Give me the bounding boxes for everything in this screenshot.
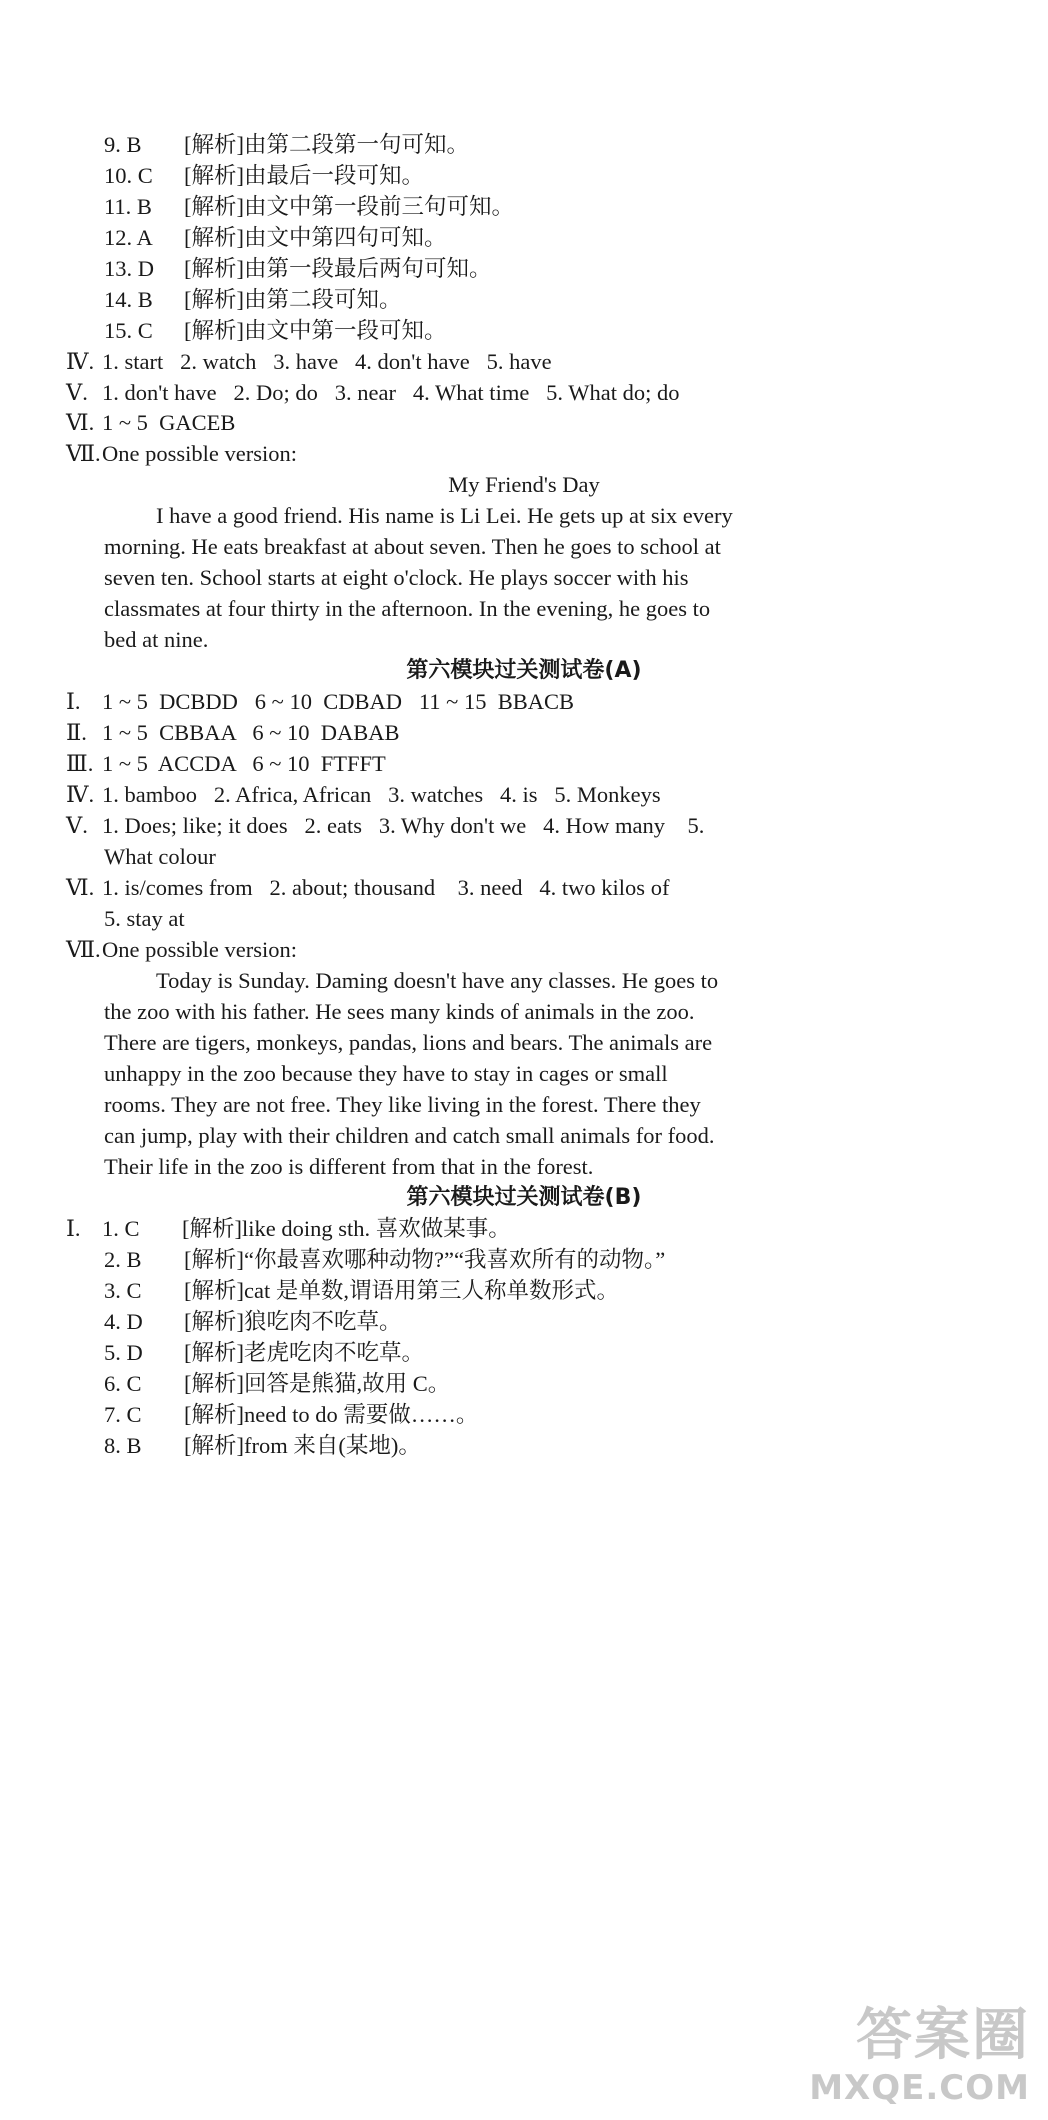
answer-line: 6. C [解析]回答是熊猫,故用 C。 [104, 1371, 451, 1396]
test-a-section-6: Ⅵ. 1. is/comes from 2. about; thousand 3. need 4. two kilos of [66, 875, 670, 900]
answer-line: 3. C [解析]cat 是单数,谓语用第三人称单数形式。 [104, 1278, 619, 1303]
test-a-section-5-cont: What colour [104, 844, 216, 869]
essay-line: morning. He eats breakfast at about seven. Then he goes to school at [104, 534, 721, 559]
essay-line: the zoo with his father. He sees many kinds of animals in the zoo. [104, 999, 695, 1024]
essay-line: rooms. They are not free. They like living in the forest. There they [104, 1092, 701, 1117]
answer-line: 15. C [解析]由文中第一段可知。 [104, 318, 447, 343]
answer-line: 5. D [解析]老虎吃肉不吃草。 [104, 1340, 425, 1365]
watermark-url: MXQE.COM [809, 2068, 1030, 2108]
answer-line: 8. B [解析]from 来自(某地)。 [104, 1433, 421, 1458]
answer-line: 11. B [解析]由文中第一段前三句可知。 [104, 194, 515, 219]
answer-line: 7. C [解析]need to do 需要做……。 [104, 1402, 479, 1427]
test-a-section-7: Ⅶ.One possible version: [66, 937, 297, 962]
section-vi: Ⅵ. 1 ~ 5 GACEB [66, 410, 236, 435]
section-iv: Ⅳ. 1. start 2. watch 3. have 4. don't have 5. have [66, 349, 552, 374]
answer-line: 10. C [解析]由最后一段可知。 [104, 163, 425, 188]
essay-line: seven ten. School starts at eight o'clock. He plays soccer with his [104, 565, 689, 590]
answer-line: Ⅰ. 1. C [解析]like doing sth. 喜欢做某事。 [66, 1216, 511, 1241]
essay-title: My Friend's Day [448, 472, 600, 497]
answer-line: 9. B [解析]由第二段第一句可知。 [104, 132, 470, 157]
answer-line: 14. B [解析]由第二段可知。 [104, 287, 402, 312]
test-a-section-1: Ⅰ. 1 ~ 5 DCBDD 6 ~ 10 CDBAD 11 ~ 15 BBACB [66, 689, 574, 714]
essay-line: bed at nine. [104, 627, 209, 652]
section-heading-test-b: 第六模块过关测试卷(B) [406, 1185, 642, 1210]
answer-line: 13. D [解析]由第一段最后两句可知。 [104, 256, 492, 281]
essay-line: classmates at four thirty in the afternoon. In the evening, he goes to [104, 596, 711, 621]
essay-line: There are tigers, monkeys, pandas, lions and bears. The animals are [104, 1030, 713, 1055]
test-a-section-2: Ⅱ. 1 ~ 5 CBBAA 6 ~ 10 DABAB [66, 720, 400, 745]
essay-line: unhappy in the zoo because they have to stay in cages or small [104, 1061, 668, 1086]
section-vii: Ⅶ.One possible version: [66, 441, 297, 466]
essay-line: Their life in the zoo is different from that in the forest. [104, 1154, 594, 1179]
test-a-section-6-cont: 5. stay at [104, 906, 185, 931]
test-a-section-5: Ⅴ. 1. Does; like; it does 2. eats 3. Why don't we 4. How many 5. [66, 813, 705, 838]
watermark-text: 答案圈 [856, 2003, 1030, 2068]
test-a-section-3: Ⅲ. 1 ~ 5 ACCDA 6 ~ 10 FTFFT [66, 751, 386, 776]
section-v: Ⅴ. 1. don't have 2. Do; do 3. near 4. What time 5. What do; do [66, 380, 680, 405]
answer-line: 4. D [解析]狼吃肉不吃草。 [104, 1309, 402, 1334]
essay-line: Today is Sunday. Daming doesn't have any classes. He goes to [156, 968, 719, 993]
watermark-logo [780, 2004, 1030, 2114]
section-heading-test-a: 第六模块过关测试卷(A) [406, 658, 642, 683]
answer-line: 12. A [解析]由文中第四句可知。 [104, 225, 447, 250]
essay-line: can jump, play with their children and catch small animals for food. [104, 1123, 715, 1148]
test-a-section-4: Ⅳ. 1. bamboo 2. Africa, African 3. watches 4. is 5. Monkeys [66, 782, 661, 807]
answer-line: 2. B [解析]“你最喜欢哪种动物?”“我喜欢所有的动物。” [104, 1247, 666, 1272]
essay-line: I have a good friend. His name is Li Lei. He gets up at six every [156, 503, 733, 528]
